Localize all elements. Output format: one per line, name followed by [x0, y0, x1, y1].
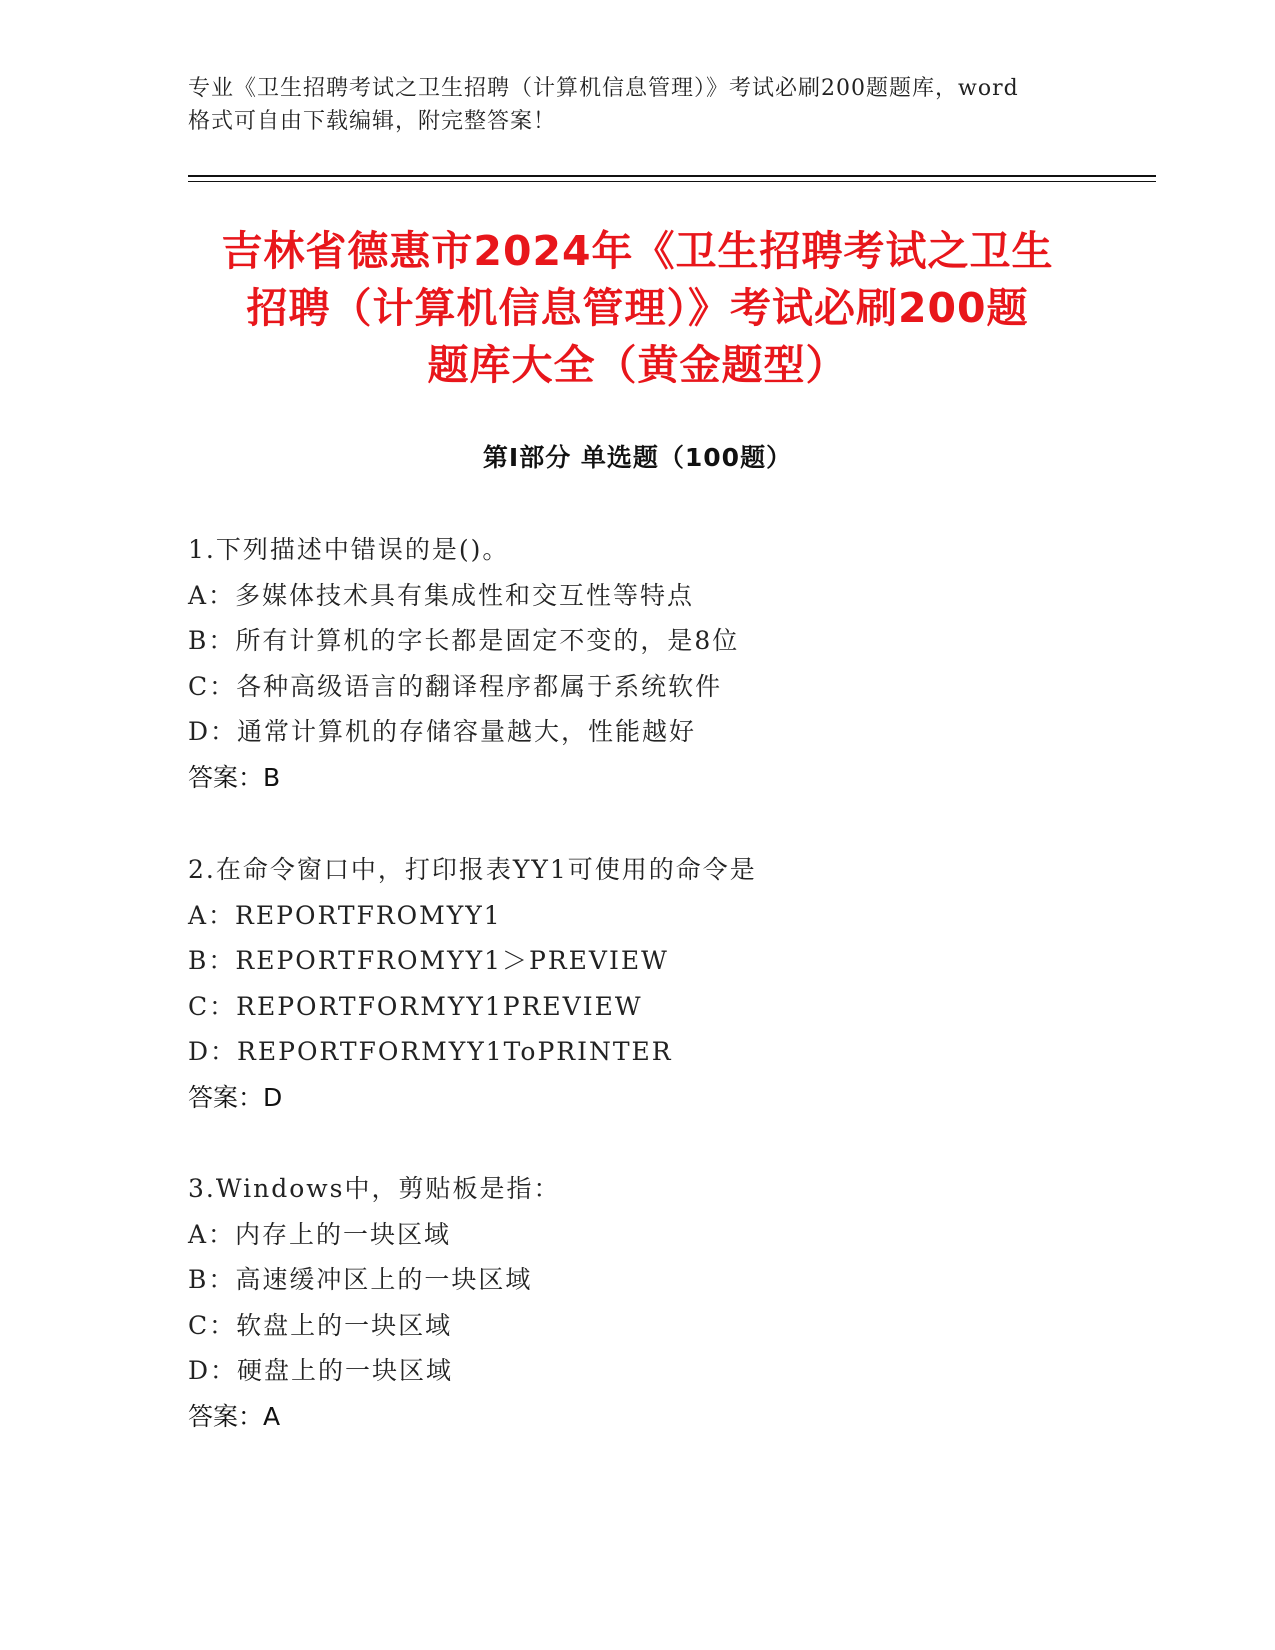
option-d: D：REPORTFORMYY1ToPRINTER	[188, 1037, 673, 1066]
option-c: C：软盘上的一块区域	[188, 1310, 453, 1340]
document-title	[170, 223, 1105, 394]
answer: 答案：D	[188, 1082, 283, 1112]
option-b: B：所有计算机的字长都是固定不变的，是8位	[188, 626, 740, 655]
question-stem: 3.Windows中，剪贴板是指：	[188, 1174, 561, 1203]
question-stem: 2.在命令窗口中，打印报表YY1可使用的命令是	[188, 855, 757, 884]
header-note-line-2: 格式可自由下载编辑，附完整答案！	[188, 109, 557, 134]
option-b: B：REPORTFROMYY1＞PREVIEW	[188, 946, 669, 975]
question-3	[188, 1166, 1138, 1439]
option-d: D：通常计算机的存储容量越大，性能越好	[188, 717, 697, 746]
section-title: 第Ⅰ部分 单选题（100题）	[482, 443, 793, 472]
question-1	[188, 527, 1138, 800]
title-line-2: 招聘（计算机信息管理）》考试必刷200题	[246, 284, 1029, 332]
option-a: A：多媒体技术具有集成性和交互性等特点	[188, 580, 695, 610]
answer: 答案：A	[188, 1401, 281, 1431]
title-line-3: 题库大全（黄金题型）	[427, 341, 848, 389]
option-d: D：硬盘上的一块区域	[188, 1356, 454, 1385]
header-note-line-1: 专业《卫生招聘考试之卫生招聘（计算机信息管理）》考试必刷200题题库，word	[188, 76, 1019, 101]
question-stem: 1.下列描述中错误的是()。	[188, 535, 510, 564]
question-2	[188, 847, 1138, 1120]
title-line-1: 吉林省德惠市2024年《卫生招聘考试之卫生	[221, 227, 1054, 275]
header-rule-thick	[188, 175, 1156, 177]
header-note	[188, 72, 1088, 138]
answer: 答案：B	[188, 762, 281, 792]
header-rule-thin	[188, 181, 1156, 182]
option-c: C：各种高级语言的翻译程序都属于系统软件	[188, 671, 723, 701]
option-a: A：内存上的一块区域	[188, 1219, 452, 1249]
option-c: C：REPORTFORMYY1PREVIEW	[188, 991, 643, 1021]
option-b: B：高速缓冲区上的一块区域	[188, 1265, 533, 1294]
option-a: A：REPORTFROMYY1	[188, 900, 502, 930]
